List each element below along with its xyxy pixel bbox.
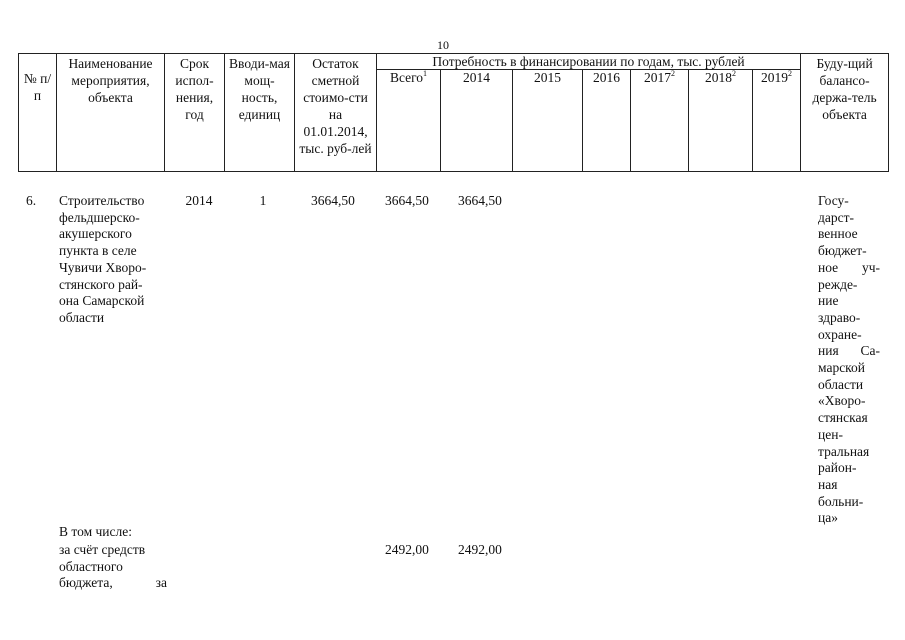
row-holder: Госу- дарст- венное бюджет- ное уч- режде- ние здраво- охране- ния Са- марской области «Хворо- стянская цен- тральная район- ная больни- ца» [818,193,880,526]
row-balance: 3664,50 [311,193,355,208]
page-number: 10 [437,38,449,52]
row-name: Строительство фельдшерско- акушерского пункта в селе Чувичи Хворо- стянского рай- она Самарской области [59,193,147,325]
col-balance-header: Остаток сметной стоимо-сти на 01.01.2014, тыс. руб-лей [295,54,377,172]
col-num-header: № п/п [19,54,57,172]
row-capacity: 1 [259,193,267,208]
sub-total: 2492,00 [385,542,429,557]
col-total-header: Всего$^1$ [377,70,441,172]
row-term: 2014 [185,193,213,208]
col-capacity-header: Вводи-мая мощ-ность, единиц [225,54,295,172]
funding-group-header: Потребность в финансировании по годам, тыс. рублей [377,54,801,70]
col-2015-header: 2015 [513,70,583,172]
col-2017-header: 2017$^2$ [631,70,689,172]
row-number: 6. [26,193,37,208]
col-name-header: Наименование мероприятия, объекта [57,54,165,172]
sub-2014: 2492,00 [458,542,502,557]
col-2016-header: 2016 [583,70,631,172]
sub-label: В том числе: [59,524,132,539]
header-table [18,53,889,172]
col-term-header: Срок испол-нения, год [165,54,225,172]
col-2014-header: 2014 [441,70,513,172]
col-2019-header: 2019$^2$ [753,70,801,172]
row-total: 3664,50 [385,193,429,208]
row-2014: 3664,50 [458,193,502,208]
col-holder-header: Буду-щий балансо-держа-тель объекта [801,54,889,172]
col-2018-header: 2018$^2$ [689,70,753,172]
sub-text: за счёт средств областного бюджета, за [59,542,167,591]
